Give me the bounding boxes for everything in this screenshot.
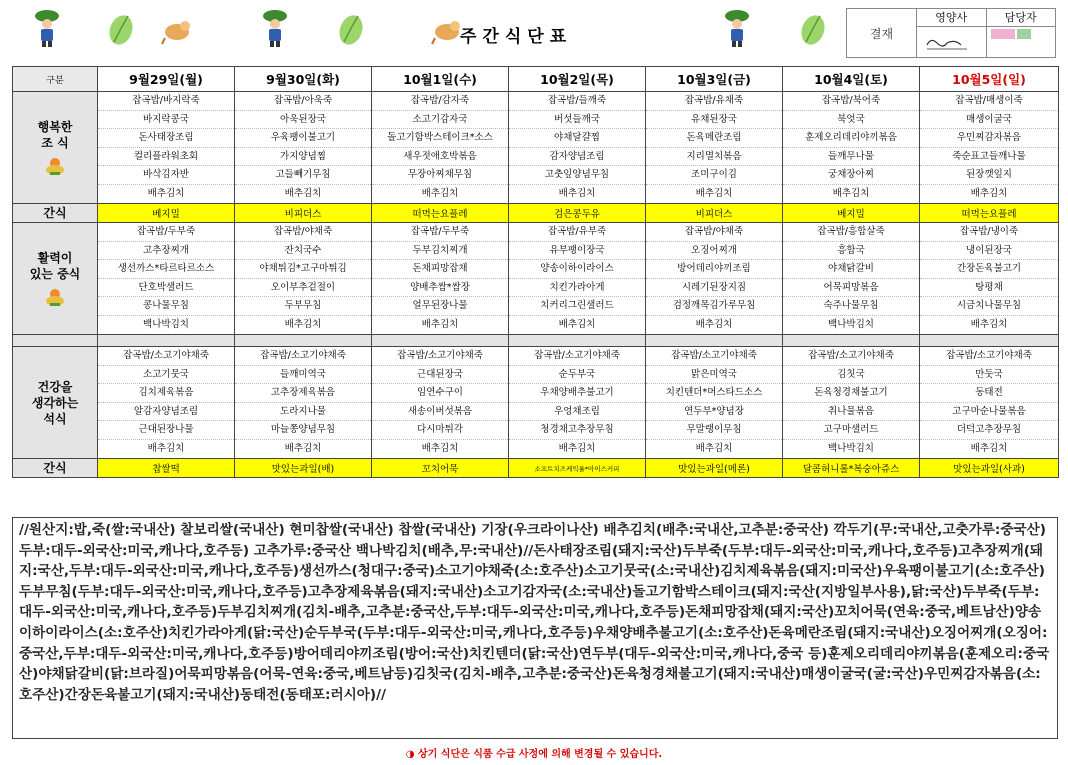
menu-item: 소고기뭇국 [98, 366, 234, 385]
menu-item: 두부김치찌개 [372, 242, 508, 261]
menu-item: 고추장제육볶음 [235, 384, 371, 403]
approval-dietitian-label: 영양사 [917, 9, 986, 27]
menu-item: 우육팽이불고기 [235, 129, 371, 148]
menu-item: 우엉채조림 [509, 403, 645, 422]
breakfast-label-line1: 행복한 [37, 119, 73, 134]
menu-item: 배추김치 [970, 187, 1008, 199]
menu-item: 궁채장아찌 [783, 166, 919, 185]
approval-manager-label: 담당자 [987, 9, 1056, 27]
spacer-cell [509, 335, 646, 347]
lettuce-icon [104, 8, 138, 48]
menu-item: 잡곡밥/소고기야채죽 [372, 347, 508, 366]
menu-item: 북엇국 [783, 111, 919, 130]
menu-item: 고들빼기무침 [235, 166, 371, 185]
menu-item: 고구마순나물볶음 [920, 403, 1058, 422]
menu-item: 바지락콩국 [98, 111, 234, 130]
menu-item: 잡곡밥/유부죽 [509, 223, 645, 242]
menu-item: 백나박김치 [828, 318, 874, 330]
menu-item: 배추김치 [970, 318, 1008, 330]
menu-item: 잡곡밥/소고기야채죽 [920, 347, 1058, 366]
menu-item: 시레기된장지짐 [646, 279, 782, 298]
menu-item: 바삭김자반 [98, 166, 234, 185]
snack-item: 찹쌀떡 [98, 459, 235, 478]
menu-item: 알감자양념조림 [98, 403, 234, 422]
menu-item: 새송이버섯볶음 [372, 403, 508, 422]
menu-item: 가지양념찜 [235, 148, 371, 167]
change-notice: ◑ 상기 식단은 식품 수급 사정에 의해 변경될 수 있습니다. [405, 749, 663, 760]
menu-item: 컬리플라워초회 [98, 148, 234, 167]
menu-item: 야채달걀찜 [509, 129, 645, 148]
menu-item: 잡곡밥/들깨죽 [509, 92, 645, 111]
farmer-icon [720, 8, 754, 48]
menu-item: 잡곡밥/바지락죽 [98, 92, 234, 111]
menu-item: 새우젓애호박볶음 [372, 148, 508, 167]
menu-item: 양송이하이라이스 [509, 260, 645, 279]
menu-item: 잡곡밥/소고기야채죽 [646, 347, 782, 366]
menu-item: 생선까스*타르타르소스 [98, 260, 234, 279]
menu-item: 잡곡밥/소고기야채죽 [235, 347, 371, 366]
menu-item: 조미구이김 [646, 166, 782, 185]
menu-item: 배추김치 [284, 318, 322, 330]
day-header-sunday: 10월5일(일) [920, 67, 1059, 92]
lettuce-icon [796, 8, 830, 48]
menu-item: 배추김치 [421, 318, 459, 330]
menu-item: 잔치국수 [235, 242, 371, 261]
approval-box [846, 8, 1056, 58]
menu-item: 고춧잎양념무침 [509, 166, 645, 185]
breakfast-row [13, 92, 1059, 204]
menu-item: 들깨미역국 [235, 366, 371, 385]
menu-item: 배추김치 [147, 187, 185, 199]
snack1-label: 간식 [13, 204, 98, 223]
approval-manager [987, 9, 1056, 57]
day-header: 10월3일(금) [646, 67, 783, 92]
menu-item: 지리멸치볶음 [646, 148, 782, 167]
spacer-cell [98, 335, 235, 347]
menu-item: 백나박김치 [828, 442, 874, 454]
menu-item: 유부팽이장국 [509, 242, 645, 261]
menu-item: 배추김치 [421, 187, 459, 199]
menu-item: 배추김치 [421, 442, 459, 454]
snack-item: 맛있는과일(메론) [646, 459, 783, 478]
lunch-cell [646, 223, 783, 335]
page-title: 주간식단표 [460, 27, 573, 47]
menu-item: 야채튀김*고구마튀김 [235, 260, 371, 279]
menu-item: 방어데리야끼조림 [646, 260, 782, 279]
menu-item: 버섯들깨국 [509, 111, 645, 130]
menu-item: 배추김치 [970, 442, 1008, 454]
menu-item: 돈육청경채불고기 [783, 384, 919, 403]
snack-item: 맛있는과일(배) [235, 459, 372, 478]
breakfast-cell [783, 92, 920, 204]
signature-mark [917, 27, 985, 57]
menu-item: 다시마튀각 [372, 421, 508, 440]
menu-item: 더덕고추장무침 [920, 421, 1058, 440]
menu-item: 잡곡밥/소고기야채죽 [98, 347, 234, 366]
food-bowl-icon [44, 155, 66, 177]
dinner-row [13, 347, 1059, 459]
menu-item: 배추김치 [147, 442, 185, 454]
chick-icon [430, 8, 464, 48]
menu-item: 흥합국 [783, 242, 919, 261]
lunch-row [13, 223, 1059, 335]
menu-item: 숙주나물무침 [783, 297, 919, 316]
breakfast-label [13, 92, 98, 204]
menu-item: 양배추쌈*쌈장 [372, 279, 508, 298]
menu-item: 아욱된장국 [235, 111, 371, 130]
menu-item: 잡곡밥/흥합살죽 [783, 223, 919, 242]
dinner-label [13, 347, 98, 459]
menu-item: 배추김치 [284, 187, 322, 199]
menu-item: 배추김치 [558, 318, 596, 330]
lunch-label-line2: 있는 중식 [29, 266, 81, 281]
menu-item: 취나물볶음 [783, 403, 919, 422]
day-header: 9월29일(월) [98, 67, 235, 92]
menu-item: 유채된장국 [646, 111, 782, 130]
spacer-cell [646, 335, 783, 347]
menu-item: 잡곡밥/소고기야채죽 [783, 347, 919, 366]
menu-item: 임연수구이 [372, 384, 508, 403]
header [0, 0, 1068, 62]
snack-item: 달콤허니롤*복숭아쥬스 [783, 459, 920, 478]
snack-item: 비피더스 [235, 204, 372, 223]
menu-item: 돌고기함박스테이크*소스 [372, 129, 508, 148]
menu-item: 동태전 [920, 384, 1058, 403]
menu-item: 들깨무나물 [783, 148, 919, 167]
menu-item: 돈사태장조림 [98, 129, 234, 148]
menu-item: 치킨텐더*머스타드소스 [646, 384, 782, 403]
lunch-cell [235, 223, 372, 335]
breakfast-cell [372, 92, 509, 204]
snack-item: 맛있는과일(사과) [920, 459, 1059, 478]
menu-item: 오징어찌개 [646, 242, 782, 261]
menu-item: 훈제오리데리야끼볶음 [783, 129, 919, 148]
menu-item: 청경채고추장무침 [509, 421, 645, 440]
menu-item: 배추김치 [558, 187, 596, 199]
day-header: 10월4일(토) [783, 67, 920, 92]
farmer-icon [30, 8, 64, 48]
menu-item: 연두부*양념장 [646, 403, 782, 422]
dinner-label-line3: 석식 [43, 411, 67, 426]
menu-item: 시금치나물무침 [920, 297, 1058, 316]
lunch-cell [98, 223, 235, 335]
menu-item: 매생이굴국 [920, 111, 1058, 130]
menu-item: 근대된장국 [372, 366, 508, 385]
day-header: 10월2일(목) [509, 67, 646, 92]
spacer-cell [13, 335, 98, 347]
menu-item: 콩나물무침 [98, 297, 234, 316]
menu-item: 잡곡밥/야채죽 [235, 223, 371, 242]
menu-item: 고구마샐러드 [783, 421, 919, 440]
menu-item: 백나박김치 [143, 318, 189, 330]
breakfast-cell [98, 92, 235, 204]
day-header-row [13, 67, 1059, 92]
lunch-cell [783, 223, 920, 335]
menu-item: 소고기감자국 [372, 111, 508, 130]
snack-item: 떠먹는요플레 [920, 204, 1059, 223]
menu-item: 배추김치 [284, 442, 322, 454]
snack-item: 베지밀 [98, 204, 235, 223]
menu-item: 배추김치 [695, 187, 733, 199]
menu-item: 잡곡밥/유채죽 [646, 92, 782, 111]
menu-item: 얼무된장나물 [372, 297, 508, 316]
breakfast-cell [235, 92, 372, 204]
menu-item: 치킨가라아게 [509, 279, 645, 298]
menu-item: 검정깨목김가루무침 [646, 297, 782, 316]
menu-item: 돈채피망잡채 [372, 260, 508, 279]
menu-table [12, 66, 1059, 478]
snack-item: 소프트치즈케익롤*아이스커피 [509, 459, 646, 478]
menu-item: 김칫국 [783, 366, 919, 385]
spacer-cell [920, 335, 1059, 347]
menu-item: 순두부국 [509, 366, 645, 385]
approval-dietitian [917, 9, 987, 57]
approval-label: 결재 [847, 9, 917, 57]
menu-item: 야채닭갈비 [783, 260, 919, 279]
menu-item: 도라지나물 [235, 403, 371, 422]
menu-item: 배추김치 [558, 442, 596, 454]
dinner-label-line2: 생각하는 [31, 395, 79, 410]
breakfast-cell [509, 92, 646, 204]
menu-item: 돈육메란조림 [646, 129, 782, 148]
snack-item: 베지밀 [783, 204, 920, 223]
farmer-icon [258, 8, 292, 48]
menu-item: 잡곡밥/두부죽 [98, 223, 234, 242]
snack1-row [13, 204, 1059, 223]
menu-item: 된장깻잎지 [920, 166, 1058, 185]
menu-item: 잡곡밥/감자죽 [372, 92, 508, 111]
dinner-cell [509, 347, 646, 459]
lunch-cell [920, 223, 1059, 335]
menu-item: 오이부추겉절이 [235, 279, 371, 298]
dinner-label-line1: 건강을 [37, 379, 73, 394]
signature [917, 27, 986, 61]
chick-icon [160, 8, 194, 48]
menu-item: 감자양념조림 [509, 148, 645, 167]
dinner-cell [98, 347, 235, 459]
menu-item: 잡곡밥/두부죽 [372, 223, 508, 242]
menu-item: 배추김치 [695, 442, 733, 454]
origin-info: //원산지:밥,죽(쌀:국내산) 찰보리쌀(국내산) 현미찹쌀(국내산) 찹쌀(국내산) 기장(우크라이나산) 배추김치(배추:국내산,고추분:중국산) 깍두기(무:국내산,고춧가루:중국산) 두부:대두-외국산:미국,캐나다,호주등) 고추가루:중국산 백나박김치(배추,무:국내산)//돈사태장조림(돼지:국산)두부죽(두부:대두-외국산:미국,캐나다,호주등)고추장찌개(돼지:국산,두부:대두-외국산:미국,캐나다,호주등)생선까스(청대구:중국)소고기야채죽(소:호주산)소고기뭇국(소:국내산)김치제육볶음(돼지:미국산)우육팽이불고기(소:호주산)두부무침(두부:대두-외국산:미국,캐나다,호주등)고추장제육볶음(돼지:국내산)소고기감자국(소:국내산)돌고기함박스테이크(돼지:국산(지방일부사용),닭:국산)두부죽(두부:대두-외국산:미국,캐나다,호주등)두부김치찌개(김치-배추,고추분:중국산,두부:대두-외국산:미국,캐나다,호주등)돈채피망잡채(돼지:국산)꼬치어묵(연육:중국,베트남산)양송이하이라이스(소:호주산)치킨가라아게(닭:국산)순두부국(두부:대두-외국산:미국,캐나다,호주등)우채양배추불고기(소:호주산)돈육메란조림(돼지:국내산)오징어찌개(오징어:중국산,두부:대두-외국산:미국,캐나다,호주등)방어데리야끼조림(방어:국산)치킨텐더(닭:국산)연두부(대두-외국산:미국,캐나다,중국 등)훈제오리데리야끼볶음(훈제오리:중국산)야채닭갈비(닭:브라질)어묵피망볶음(어묵-연육:중국,베트남등)김칫국(김치-배추,고추분:중국산)돈육청경채불고기(돼지:국내산)매생이굴국(굴:국산)우민찌감자볶음(소:호주산)간장돈육불고기(돼지:국내산)동태전(동태포:러시아)// [12, 517, 1058, 739]
gubun-header: 구분 [13, 67, 98, 92]
stamp-mark [987, 27, 1055, 57]
menu-item: 죽순표고들깨나물 [920, 148, 1058, 167]
breakfast-label-line2: 조 식 [41, 135, 69, 150]
menu-item: 두부무침 [235, 297, 371, 316]
spacer-row [13, 335, 1059, 347]
dinner-cell [372, 347, 509, 459]
menu-item: 냉이된장국 [920, 242, 1058, 261]
menu-item: 잡곡밥/냉이죽 [920, 223, 1058, 242]
snack2-label: 간식 [13, 459, 98, 478]
dinner-cell [235, 347, 372, 459]
lunch-label [13, 223, 98, 335]
snack2-row [13, 459, 1059, 478]
lettuce-icon [334, 8, 368, 48]
dinner-cell [646, 347, 783, 459]
menu-item: 무말랭이무침 [646, 421, 782, 440]
snack-item: 꼬치어묵 [372, 459, 509, 478]
menu-item: 고추장찌개 [98, 242, 234, 261]
day-header: 9월30일(화) [235, 67, 372, 92]
menu-item: 우민찌감자볶음 [920, 129, 1058, 148]
spacer-cell [372, 335, 509, 347]
stamp [987, 27, 1056, 61]
menu-item: 간장돈육불고기 [920, 260, 1058, 279]
menu-item: 마늘쫑양념무침 [235, 421, 371, 440]
menu-item: 배추김치 [832, 187, 870, 199]
snack-item: 검은콩두유 [509, 204, 646, 223]
snack-item: 떠먹는요플레 [372, 204, 509, 223]
snack-item: 비피더스 [646, 204, 783, 223]
lunch-cell [509, 223, 646, 335]
breakfast-cell [920, 92, 1059, 204]
menu-item: 잡곡밥/야채죽 [646, 223, 782, 242]
menu-item: 배추김치 [695, 318, 733, 330]
menu-item: 잡곡밥/아욱죽 [235, 92, 371, 111]
menu-item: 만둣국 [920, 366, 1058, 385]
menu-item: 잡곡밥/북어죽 [783, 92, 919, 111]
menu-item: 우채양배추불고기 [509, 384, 645, 403]
menu-item: 탕평채 [920, 279, 1058, 298]
menu-item: 치커리그린샐러드 [509, 297, 645, 316]
menu-item: 근대된장나물 [98, 421, 234, 440]
lunch-cell [372, 223, 509, 335]
dinner-cell [920, 347, 1059, 459]
menu-item: 김치제육볶음 [98, 384, 234, 403]
dinner-cell [783, 347, 920, 459]
menu-item: 단호박샐러드 [98, 279, 234, 298]
spacer-cell [235, 335, 372, 347]
food-bowl-icon [44, 286, 66, 308]
menu-item: 맑은미역국 [646, 366, 782, 385]
lunch-label-line1: 활력이 [37, 250, 73, 265]
menu-item: 어묵피망볶음 [783, 279, 919, 298]
day-header: 10월1일(수) [372, 67, 509, 92]
menu-item: 잡곡밥/소고기야채죽 [509, 347, 645, 366]
breakfast-cell [646, 92, 783, 204]
menu-item: 잡곡밥/매생이죽 [920, 92, 1058, 111]
spacer-cell [783, 335, 920, 347]
menu-item: 무장아찌채무침 [372, 166, 508, 185]
